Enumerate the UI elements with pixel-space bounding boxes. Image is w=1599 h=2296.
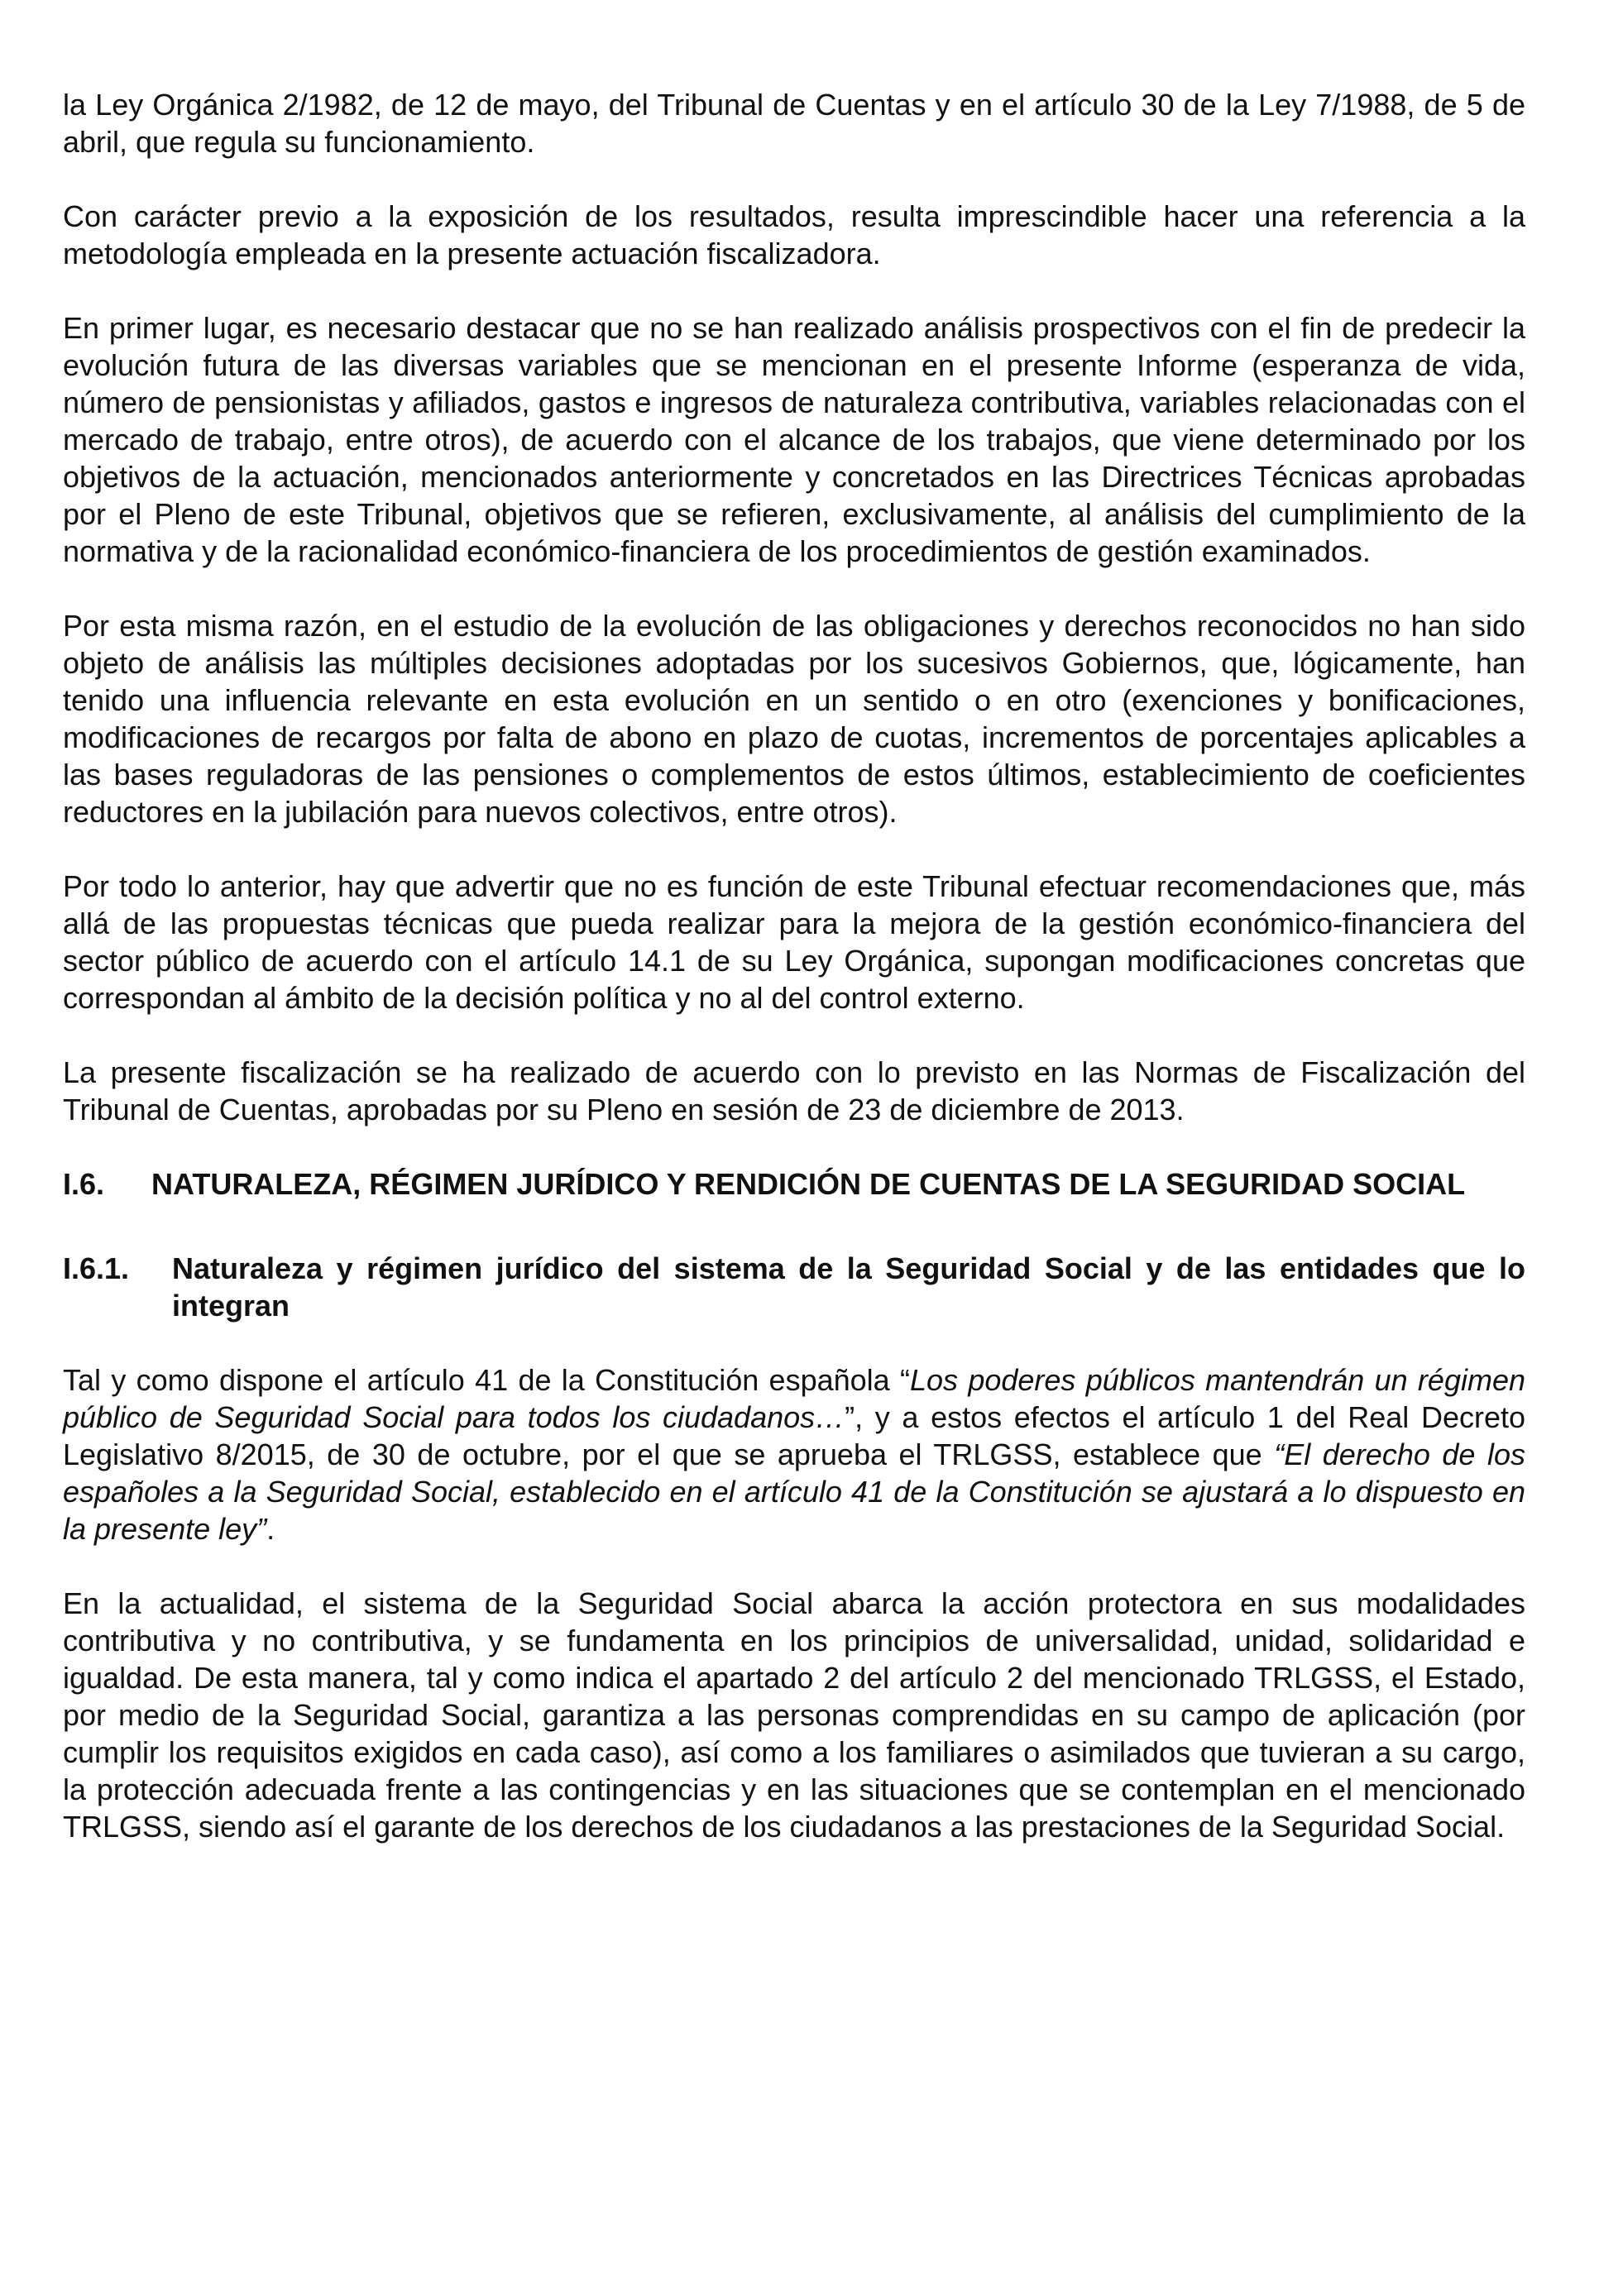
paragraph-ley-organica: la Ley Orgánica 2/1982, de 12 de mayo, del Tribunal de Cuentas y en el artículo 30 de la Ley 7/1988, de 5 de abril, que regula su funcionamiento. — [63, 88, 1525, 159]
quote-trlgss: “El derecho de los españoles a la Seguridad Social, establecido en el artículo 41 de la Constitución se ajustará a lo dispuesto en la presente ley” — [63, 1437, 1525, 1546]
paragraph-recomendaciones: Por todo lo anterior, hay que advertir que no es función de este Tribunal efectuar recomendaciones que, más allá de las propuestas técnicas que pueda realizar para la mejora de la gestión económico-financiera del sector público de acuerdo con el artículo 14.1 de su Ley Orgánica, supongan modificaciones concretas que correspondan al ámbito de la decisión política y no al del control externo. — [63, 869, 1525, 1015]
document-page — [63, 86, 1525, 1882]
quote-text-3: . — [266, 1512, 275, 1546]
section-number: I.6. — [63, 1167, 105, 1201]
paragraph-metodologia: Con carácter previo a la exposición de los resultados, resulta imprescindible hacer una referencia a la metodología empleada en la presente actuación fiscalizadora. — [63, 199, 1525, 270]
paragraph-sistema-seguridad-social: En la actualidad, el sistema de la Seguridad Social abarca la acción protectora en sus modalidades contributiva y no contributiva, y se fundamenta en los principios de universalidad, unidad, solidaridad e igualdad. De esta manera, tal y como indica el apartado 2 del artículo 2 del mencionado TRLGSS, el Estado, por medio de la Seguridad Social, garantiza a las personas comprendidas en su campo de aplicación (por cumplir los requisitos exigidos en cada caso), así como a los familiares o asimilados que tuvieran a su cargo, la protección adecuada frente a las contingencias y en las situaciones que se contemplan en el mencionado TRLGSS, siendo así el garante de los derechos de los ciudadanos a las prestaciones de la Seguridad Social. — [63, 1586, 1525, 1844]
subsection-heading — [63, 1250, 1525, 1324]
quote-text-2: ”, y a estos efectos el artículo 1 del Real Decreto Legislativo 8/2015, de 30 de octubre, por el que se aprueba el TRLGSS, establece que — [63, 1400, 1525, 1471]
paragraph-analisis-prospectivos: En primer lugar, es necesario destacar que no se han realizado análisis prospectivos con el fin de predecir la evolución futura de las diversas variables que se mencionan en el presente Informe (esperanza de vida, número de pensionistas y afiliados, gastos e ingresos de naturaleza contributiva, variables relacionadas con el mercado de trabajo, entre otros), de acuerdo con el alcance de los trabajos, que viene determinado por los objetivos de la actuación, mencionados anteriormente y concretados en las Directrices Técnicas aprobadas por el Pleno de este Tribunal, objetivos que se refieren, exclusivamente, al análisis del cumplimiento de la normativa y de la racionalidad económico-financiera de los procedimientos de gestión examinados. — [63, 311, 1525, 568]
paragraph-normas-fiscalizacion: La presente fiscalización se ha realizado de acuerdo con lo previsto en las Normas de Fiscalización del Tribunal de Cuentas, aprobadas por su Pleno en sesión de 23 de diciembre de 2013. — [63, 1055, 1525, 1126]
paragraph-constitucion-quote — [63, 1361, 1525, 1547]
quote-constitucion: Los poderes públicos mantendrán un régimen público de Seguridad Social para todos los ciudadanos… — [63, 1363, 1525, 1434]
paragraph-decisiones-gobiernos: Por esta misma razón, en el estudio de la evolución de las obligaciones y derechos reconocidos no han sido objeto de análisis las múltiples decisiones adoptadas por los sucesivos Gobiernos, que, lógicamente, han tenido una influencia relevante en esta evolución en un sentido o en otro (exenciones y bonificaciones, modificaciones de recargos por falta de abono en plazo de cuotas, incrementos de porcentajes aplicables a las bases reguladoras de las pensiones o complementos de estos últimos, establecimiento de coeficientes reductores en la jubilación para nuevos colectivos, entre otros). — [63, 609, 1525, 829]
section-title: NATURALEZA, RÉGIMEN JURÍDICO Y RENDICIÓN DE CUENTAS DE LA SEGURIDAD SOCIAL — [151, 1167, 1466, 1201]
subsection-title: Naturaleza y régimen jurídico del sistema de la Seguridad Social y de las entidades que lo integran — [172, 1251, 1525, 1323]
quote-text-1: Tal y como dispone el artículo 41 de la Constitución española “ — [63, 1363, 910, 1397]
section-heading — [63, 1165, 1525, 1203]
subsection-number: I.6.1. — [63, 1251, 130, 1285]
